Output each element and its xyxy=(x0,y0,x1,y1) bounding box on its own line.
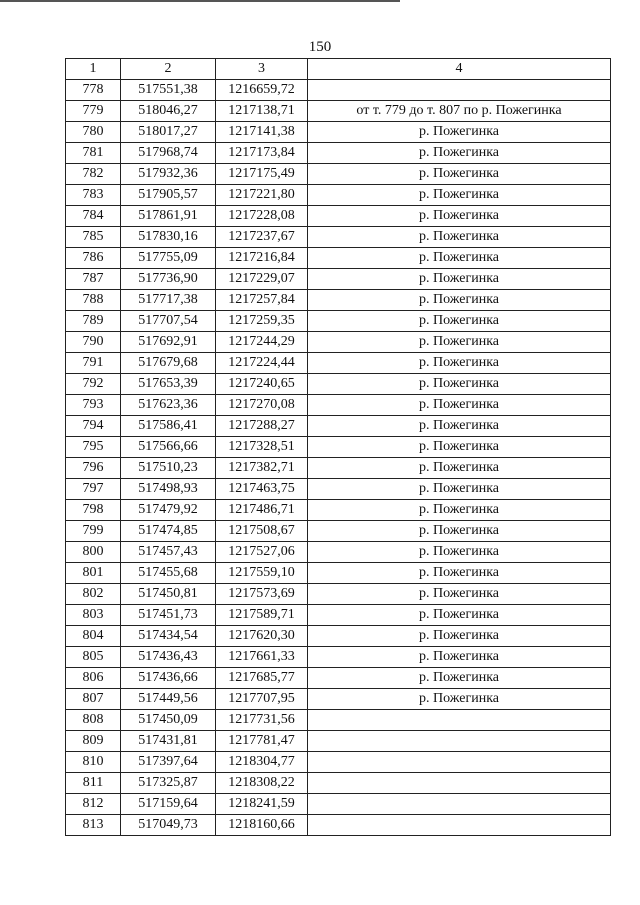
description-cell: р. Пожегинка xyxy=(308,269,611,290)
description-cell: р. Пожегинка xyxy=(308,521,611,542)
table-row xyxy=(66,395,611,416)
y-coordinate-cell: 1217527,06 xyxy=(216,542,308,563)
y-coordinate-cell: 1217237,67 xyxy=(216,227,308,248)
y-coordinate-cell: 1217685,77 xyxy=(216,668,308,689)
y-coordinate-cell: 1217270,08 xyxy=(216,395,308,416)
y-coordinate-cell: 1217228,08 xyxy=(216,206,308,227)
description-cell: р. Пожегинка xyxy=(308,584,611,605)
description-cell: р. Пожегинка xyxy=(308,122,611,143)
y-coordinate-cell: 1217229,07 xyxy=(216,269,308,290)
y-coordinate-cell: 1217328,51 xyxy=(216,437,308,458)
description-cell: р. Пожегинка xyxy=(308,458,611,479)
table-row xyxy=(66,458,611,479)
y-coordinate-cell: 1217781,47 xyxy=(216,731,308,752)
x-coordinate-cell: 517755,09 xyxy=(121,248,216,269)
point-number-cell: 793 xyxy=(66,395,121,416)
point-number-cell: 790 xyxy=(66,332,121,353)
description-cell: р. Пожегинка xyxy=(308,563,611,584)
column-header-4: 4 xyxy=(308,59,611,80)
table-row xyxy=(66,248,611,269)
x-coordinate-cell: 517566,66 xyxy=(121,437,216,458)
table-row xyxy=(66,542,611,563)
x-coordinate-cell: 518046,27 xyxy=(121,101,216,122)
y-coordinate-cell: 1217257,84 xyxy=(216,290,308,311)
description-cell xyxy=(308,710,611,731)
point-number-cell: 813 xyxy=(66,815,121,836)
table-row xyxy=(66,122,611,143)
x-coordinate-cell: 517455,68 xyxy=(121,563,216,584)
point-number-cell: 799 xyxy=(66,521,121,542)
x-coordinate-cell: 517968,74 xyxy=(121,143,216,164)
table-row xyxy=(66,164,611,185)
point-number-cell: 809 xyxy=(66,731,121,752)
point-number-cell: 797 xyxy=(66,479,121,500)
description-cell: р. Пожегинка xyxy=(308,185,611,206)
x-coordinate-cell: 517397,64 xyxy=(121,752,216,773)
table-row xyxy=(66,647,611,668)
x-coordinate-cell: 517457,43 xyxy=(121,542,216,563)
table-row xyxy=(66,689,611,710)
point-number-cell: 804 xyxy=(66,626,121,647)
y-coordinate-cell: 1218160,66 xyxy=(216,815,308,836)
description-cell: р. Пожегинка xyxy=(308,605,611,626)
y-coordinate-cell: 1217463,75 xyxy=(216,479,308,500)
table-row xyxy=(66,185,611,206)
description-cell: р. Пожегинка xyxy=(308,395,611,416)
x-coordinate-cell: 517434,54 xyxy=(121,626,216,647)
y-coordinate-cell: 1217731,56 xyxy=(216,710,308,731)
table-row xyxy=(66,311,611,332)
table-row xyxy=(66,290,611,311)
x-coordinate-cell: 517830,16 xyxy=(121,227,216,248)
page-number: 150 xyxy=(308,39,332,55)
x-coordinate-cell: 517736,90 xyxy=(121,269,216,290)
y-coordinate-cell: 1217240,65 xyxy=(216,374,308,395)
table-body xyxy=(66,80,611,836)
point-number-cell: 794 xyxy=(66,416,121,437)
x-coordinate-cell: 517905,57 xyxy=(121,185,216,206)
point-number-cell: 784 xyxy=(66,206,121,227)
y-coordinate-cell: 1217620,30 xyxy=(216,626,308,647)
point-number-cell: 810 xyxy=(66,752,121,773)
x-coordinate-cell: 517498,93 xyxy=(121,479,216,500)
x-coordinate-cell: 517479,92 xyxy=(121,500,216,521)
point-number-cell: 783 xyxy=(66,185,121,206)
point-number-cell: 786 xyxy=(66,248,121,269)
description-cell xyxy=(308,773,611,794)
y-coordinate-cell: 1217138,71 xyxy=(216,101,308,122)
point-number-cell: 803 xyxy=(66,605,121,626)
table-row xyxy=(66,521,611,542)
description-cell: р. Пожегинка xyxy=(308,332,611,353)
y-coordinate-cell: 1217382,71 xyxy=(216,458,308,479)
point-number-cell: 812 xyxy=(66,794,121,815)
x-coordinate-cell: 517436,66 xyxy=(121,668,216,689)
point-number-cell: 802 xyxy=(66,584,121,605)
table-header-row xyxy=(66,59,611,80)
table-row xyxy=(66,353,611,374)
table-row xyxy=(66,773,611,794)
point-number-cell: 787 xyxy=(66,269,121,290)
point-number-cell: 791 xyxy=(66,353,121,374)
y-coordinate-cell: 1217216,84 xyxy=(216,248,308,269)
x-coordinate-cell: 517586,41 xyxy=(121,416,216,437)
table-row xyxy=(66,668,611,689)
point-number-cell: 785 xyxy=(66,227,121,248)
y-coordinate-cell: 1217259,35 xyxy=(216,311,308,332)
x-coordinate-cell: 517450,81 xyxy=(121,584,216,605)
table-row xyxy=(66,752,611,773)
point-number-cell: 806 xyxy=(66,668,121,689)
y-coordinate-cell: 1217559,10 xyxy=(216,563,308,584)
point-number-cell: 788 xyxy=(66,290,121,311)
description-cell xyxy=(308,815,611,836)
description-cell: р. Пожегинка xyxy=(308,248,611,269)
point-number-cell: 798 xyxy=(66,500,121,521)
point-number-cell: 795 xyxy=(66,437,121,458)
point-number-cell: 789 xyxy=(66,311,121,332)
table-row xyxy=(66,500,611,521)
table-row xyxy=(66,563,611,584)
x-coordinate-cell: 517510,23 xyxy=(121,458,216,479)
coordinates-table xyxy=(65,58,611,836)
y-coordinate-cell: 1217589,71 xyxy=(216,605,308,626)
description-cell: р. Пожегинка xyxy=(308,164,611,185)
x-coordinate-cell: 517653,39 xyxy=(121,374,216,395)
y-coordinate-cell: 1218308,22 xyxy=(216,773,308,794)
description-cell: р. Пожегинка xyxy=(308,626,611,647)
x-coordinate-cell: 517623,36 xyxy=(121,395,216,416)
point-number-cell: 805 xyxy=(66,647,121,668)
description-cell: р. Пожегинка xyxy=(308,206,611,227)
x-coordinate-cell: 517679,68 xyxy=(121,353,216,374)
point-number-cell: 796 xyxy=(66,458,121,479)
table-row xyxy=(66,605,611,626)
x-coordinate-cell: 517717,38 xyxy=(121,290,216,311)
y-coordinate-cell: 1217508,67 xyxy=(216,521,308,542)
point-number-cell: 782 xyxy=(66,164,121,185)
description-cell: р. Пожегинка xyxy=(308,227,611,248)
description-cell: р. Пожегинка xyxy=(308,668,611,689)
column-header-2: 2 xyxy=(121,59,216,80)
y-coordinate-cell: 1216659,72 xyxy=(216,80,308,101)
description-cell: р. Пожегинка xyxy=(308,500,611,521)
table-row xyxy=(66,332,611,353)
y-coordinate-cell: 1217224,44 xyxy=(216,353,308,374)
y-coordinate-cell: 1218304,77 xyxy=(216,752,308,773)
table-row xyxy=(66,269,611,290)
table-row xyxy=(66,437,611,458)
x-coordinate-cell: 517449,56 xyxy=(121,689,216,710)
table-row xyxy=(66,731,611,752)
x-coordinate-cell: 517692,91 xyxy=(121,332,216,353)
description-cell: р. Пожегинка xyxy=(308,353,611,374)
x-coordinate-cell: 517450,09 xyxy=(121,710,216,731)
y-coordinate-cell: 1217288,27 xyxy=(216,416,308,437)
x-coordinate-cell: 517325,87 xyxy=(121,773,216,794)
point-number-cell: 780 xyxy=(66,122,121,143)
column-header-3: 3 xyxy=(216,59,308,80)
y-coordinate-cell: 1217486,71 xyxy=(216,500,308,521)
description-cell: р. Пожегинка xyxy=(308,479,611,500)
point-number-cell: 792 xyxy=(66,374,121,395)
x-coordinate-cell: 517159,64 xyxy=(121,794,216,815)
table-row xyxy=(66,416,611,437)
x-coordinate-cell: 517049,73 xyxy=(121,815,216,836)
top-rule xyxy=(0,0,400,2)
description-cell: р. Пожегинка xyxy=(308,143,611,164)
x-coordinate-cell: 517451,73 xyxy=(121,605,216,626)
x-coordinate-cell: 517861,91 xyxy=(121,206,216,227)
description-cell: р. Пожегинка xyxy=(308,437,611,458)
point-number-cell: 808 xyxy=(66,710,121,731)
point-number-cell: 778 xyxy=(66,80,121,101)
description-cell: р. Пожегинка xyxy=(308,290,611,311)
description-cell: р. Пожегинка xyxy=(308,689,611,710)
column-header-1: 1 xyxy=(66,59,121,80)
x-coordinate-cell: 518017,27 xyxy=(121,122,216,143)
point-number-cell: 800 xyxy=(66,542,121,563)
y-coordinate-cell: 1217661,33 xyxy=(216,647,308,668)
y-coordinate-cell: 1217573,69 xyxy=(216,584,308,605)
table-row xyxy=(66,479,611,500)
table-row xyxy=(66,584,611,605)
y-coordinate-cell: 1217141,38 xyxy=(216,122,308,143)
table-row xyxy=(66,80,611,101)
description-cell: р. Пожегинка xyxy=(308,374,611,395)
description-cell: р. Пожегинка xyxy=(308,416,611,437)
table-row xyxy=(66,374,611,395)
table-row xyxy=(66,101,611,122)
description-cell: р. Пожегинка xyxy=(308,647,611,668)
y-coordinate-cell: 1217175,49 xyxy=(216,164,308,185)
x-coordinate-cell: 517436,43 xyxy=(121,647,216,668)
y-coordinate-cell: 1217707,95 xyxy=(216,689,308,710)
y-coordinate-cell: 1218241,59 xyxy=(216,794,308,815)
table-row xyxy=(66,815,611,836)
table-row xyxy=(66,143,611,164)
point-number-cell: 811 xyxy=(66,773,121,794)
x-coordinate-cell: 517431,81 xyxy=(121,731,216,752)
description-cell xyxy=(308,80,611,101)
point-number-cell: 779 xyxy=(66,101,121,122)
y-coordinate-cell: 1217173,84 xyxy=(216,143,308,164)
x-coordinate-cell: 517551,38 xyxy=(121,80,216,101)
table-row xyxy=(66,206,611,227)
point-number-cell: 801 xyxy=(66,563,121,584)
point-number-cell: 781 xyxy=(66,143,121,164)
description-cell xyxy=(308,731,611,752)
table-row xyxy=(66,710,611,731)
description-cell xyxy=(308,752,611,773)
description-cell: от т. 779 до т. 807 по р. Пожегинка xyxy=(308,101,611,122)
table-row xyxy=(66,227,611,248)
table-row xyxy=(66,794,611,815)
x-coordinate-cell: 517932,36 xyxy=(121,164,216,185)
description-cell: р. Пожегинка xyxy=(308,311,611,332)
table-row xyxy=(66,626,611,647)
x-coordinate-cell: 517707,54 xyxy=(121,311,216,332)
x-coordinate-cell: 517474,85 xyxy=(121,521,216,542)
description-cell xyxy=(308,794,611,815)
description-cell: р. Пожегинка xyxy=(308,542,611,563)
y-coordinate-cell: 1217244,29 xyxy=(216,332,308,353)
point-number-cell: 807 xyxy=(66,689,121,710)
y-coordinate-cell: 1217221,80 xyxy=(216,185,308,206)
